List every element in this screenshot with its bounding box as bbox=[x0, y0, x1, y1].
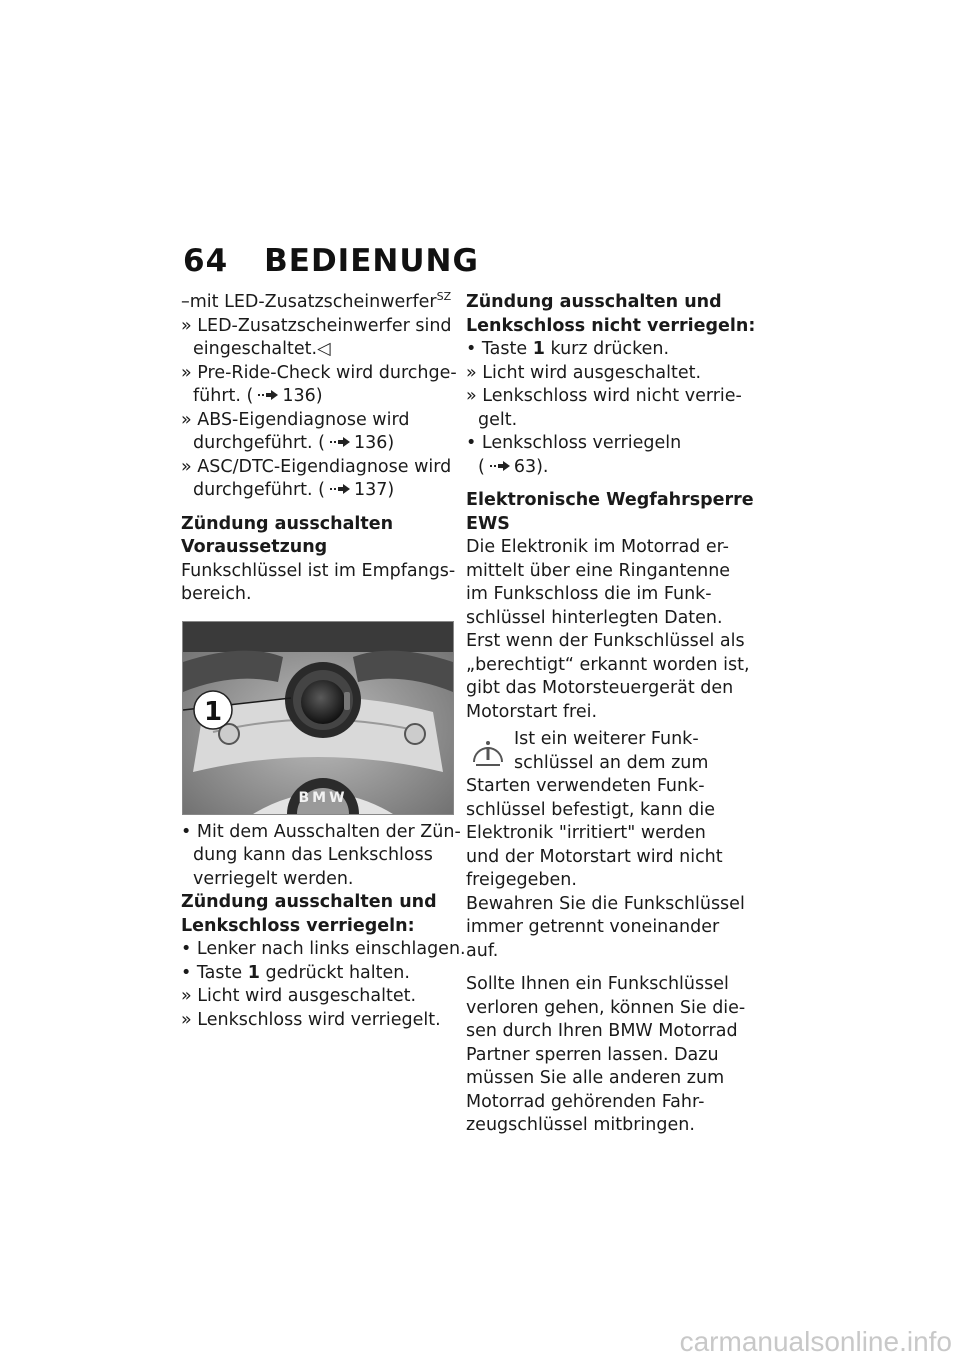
intro-text: –mit LED-Zusatzscheinwerfer bbox=[181, 292, 437, 312]
page-ref[interactable]: 136) bbox=[282, 386, 323, 406]
photo-illustration bbox=[183, 622, 453, 814]
result-ref-line bbox=[181, 385, 453, 409]
note-text: und der Motorstart wird nicht bbox=[466, 846, 723, 867]
page-ref-arrow-icon bbox=[329, 483, 351, 495]
text-line: Die Elektronik im Motorrad er- bbox=[466, 537, 729, 557]
caption-text: dung kann das Lenkschloss bbox=[193, 845, 433, 865]
note-text: freigegeben. bbox=[466, 870, 577, 890]
result-text: » LED-Zusatzscheinwerfer sind bbox=[181, 315, 452, 336]
text-line: Sollte Ihnen ein Funkschlüssel bbox=[466, 974, 729, 994]
page-ref-arrow-icon bbox=[257, 389, 279, 401]
result-text: » ABS-Eigendiagnose wird bbox=[181, 409, 410, 430]
step-line bbox=[181, 962, 453, 986]
step-text: • Taste bbox=[181, 962, 243, 983]
text-line: müssen Sie alle anderen zum bbox=[466, 1068, 725, 1088]
ews-heading: Elektronische Wegfahrsperre bbox=[466, 490, 754, 510]
text-line: Partner sperren lassen. Dazu bbox=[466, 1044, 719, 1065]
page-ref-arrow-icon bbox=[329, 436, 351, 448]
step-text: • Taste bbox=[466, 339, 528, 359]
watermark[interactable]: carmanualsonline.info bbox=[679, 1326, 952, 1357]
section-heading: Zündung ausschalten bbox=[181, 513, 394, 534]
ignition-lock-photo bbox=[182, 621, 454, 815]
text-line: „berechtigt“ erkannt worden ist, bbox=[466, 654, 750, 675]
left-column bbox=[181, 290, 466, 1032]
ews-heading: EWS bbox=[466, 513, 510, 534]
result-ref-line bbox=[181, 432, 453, 456]
step-text: ( bbox=[478, 456, 485, 477]
note-text: Bewahren Sie die Funkschlüssel bbox=[466, 893, 745, 914]
result-text: » Licht wird ausgeschaltet. bbox=[181, 986, 417, 1006]
result-text: » ASC/DTC-Eigendiagnose wird bbox=[181, 456, 452, 477]
caption-text: • Mit dem Ausschalten der Zün- bbox=[181, 821, 461, 842]
step-line bbox=[466, 338, 741, 362]
result-text: führt. ( bbox=[193, 386, 254, 406]
bmw-logo-text: BMW bbox=[298, 789, 348, 806]
result-text: durchgeführt. ( bbox=[193, 433, 325, 453]
prerequisite-text: bereich. bbox=[181, 584, 252, 604]
step-text: • Lenker nach links einschlagen. bbox=[181, 939, 466, 959]
page-number: 64 bbox=[183, 243, 229, 279]
right-column bbox=[466, 291, 756, 1138]
lock-heading: Lenkschloss verriegeln: bbox=[181, 915, 415, 936]
key-number: 1 bbox=[532, 339, 545, 359]
page-header bbox=[183, 243, 479, 279]
step-text: kurz drücken. bbox=[550, 339, 670, 359]
text-line: sen durch Ihren BMW Motorrad bbox=[466, 1021, 738, 1041]
result-text: eingeschaltet.◁ bbox=[193, 339, 331, 359]
intro-superscript: SZ bbox=[436, 290, 452, 304]
note-text: schlüssel befestigt, kann die bbox=[466, 799, 715, 820]
text-line: Motorstart frei. bbox=[466, 701, 598, 722]
note-text: Starten verwendeten Funk- bbox=[466, 776, 705, 796]
result-text: » Licht wird ausgeschaltet. bbox=[466, 362, 702, 383]
page-ref[interactable]: 137) bbox=[353, 480, 395, 500]
result-ref-line bbox=[181, 479, 453, 503]
step-text: gedrückt halten. bbox=[265, 962, 410, 983]
page-ref[interactable]: 136) bbox=[353, 433, 395, 453]
key-number: 1 bbox=[247, 962, 260, 983]
lock-heading: Zündung ausschalten und bbox=[181, 892, 437, 912]
text-line: gibt das Motorsteuergerät den bbox=[466, 678, 734, 698]
text-line: mittelt über eine Ringantenne bbox=[466, 560, 731, 581]
text-line: Erst wenn der Funkschlüssel als bbox=[466, 631, 745, 651]
note-text: schlüssel an dem zum bbox=[514, 752, 709, 773]
intro-line bbox=[181, 291, 453, 315]
result-text: » Lenkschloss wird nicht verrie- bbox=[466, 386, 742, 406]
prerequisite-text: Funkschlüssel ist im Empfangs- bbox=[181, 560, 456, 581]
text-line: zeugschlüssel mitbringen. bbox=[466, 1115, 695, 1135]
result-item bbox=[181, 362, 457, 409]
section-heading: Lenkschloss nicht verriegeln: bbox=[466, 315, 756, 336]
lost-key-paragraph bbox=[466, 973, 746, 1138]
note-text: Ist ein weiterer Funk- bbox=[514, 729, 699, 749]
text-line: schlüssel hinterlegten Daten. bbox=[466, 607, 723, 628]
result-text: » Lenkschloss wird verriegelt. bbox=[181, 1009, 441, 1030]
section-heading: Zündung ausschalten und bbox=[466, 292, 722, 312]
result-item bbox=[181, 456, 453, 503]
result-item bbox=[181, 315, 453, 362]
page-ref-arrow-icon bbox=[489, 460, 511, 472]
info-icon bbox=[470, 732, 506, 768]
note-text: auf. bbox=[466, 940, 499, 961]
ews-paragraph bbox=[466, 536, 750, 724]
photo-callout-label: 1 bbox=[203, 696, 223, 727]
result-text: » Pre-Ride-Check wird durchge- bbox=[181, 362, 457, 383]
step-ref-line bbox=[466, 456, 741, 480]
text-line: verloren gehen, können Sie die- bbox=[466, 997, 746, 1018]
result-item bbox=[181, 409, 453, 456]
text-line: Motorrad gehörenden Fahr- bbox=[466, 1091, 705, 1112]
step-text: • Lenkschloss verriegeln bbox=[466, 433, 682, 453]
note-text: immer getrennt voneinander bbox=[466, 917, 720, 937]
note-text: Elektronik "irritiert" werden bbox=[466, 823, 706, 843]
section-title: BEDIENUNG bbox=[264, 243, 479, 279]
result-text: gelt. bbox=[478, 409, 518, 430]
subheading: Voraussetzung bbox=[181, 537, 328, 557]
result-text: durchgeführt. ( bbox=[193, 480, 325, 500]
info-note bbox=[466, 728, 745, 963]
page-ref[interactable]: 63). bbox=[513, 456, 549, 477]
text-line: im Funkschloss die im Funk- bbox=[466, 584, 712, 604]
caption-text: verriegelt werden. bbox=[193, 868, 354, 889]
